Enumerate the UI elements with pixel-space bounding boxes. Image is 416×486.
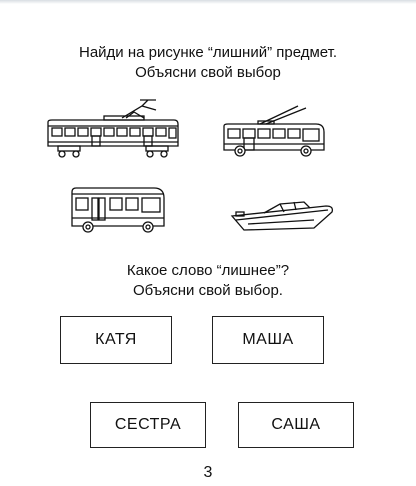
word-card-masha[interactable]: МАША	[212, 316, 324, 364]
task2-instruction-line2: Объясни свой выбор.	[133, 282, 283, 299]
boat-icon[interactable]	[228, 192, 338, 236]
page-number: 3	[203, 464, 213, 481]
task1-instruction-line1: Найди на рисунке “лишний” предмет.	[78, 44, 338, 61]
page-edge-shadow	[0, 0, 416, 4]
tram-icon[interactable]	[44, 98, 184, 162]
task1-instruction-line2: Объясни свой выбор	[135, 64, 281, 81]
word-card-sestra[interactable]: СЕСТРА	[90, 402, 206, 448]
word-card-sasha[interactable]: САША	[238, 402, 354, 448]
bus-icon[interactable]	[68, 184, 168, 236]
word-card-katya[interactable]: КАТЯ	[60, 316, 172, 364]
task2-instruction-line1: Какое слово “лишнее”?	[126, 262, 290, 279]
trolleybus-icon[interactable]	[220, 104, 330, 160]
